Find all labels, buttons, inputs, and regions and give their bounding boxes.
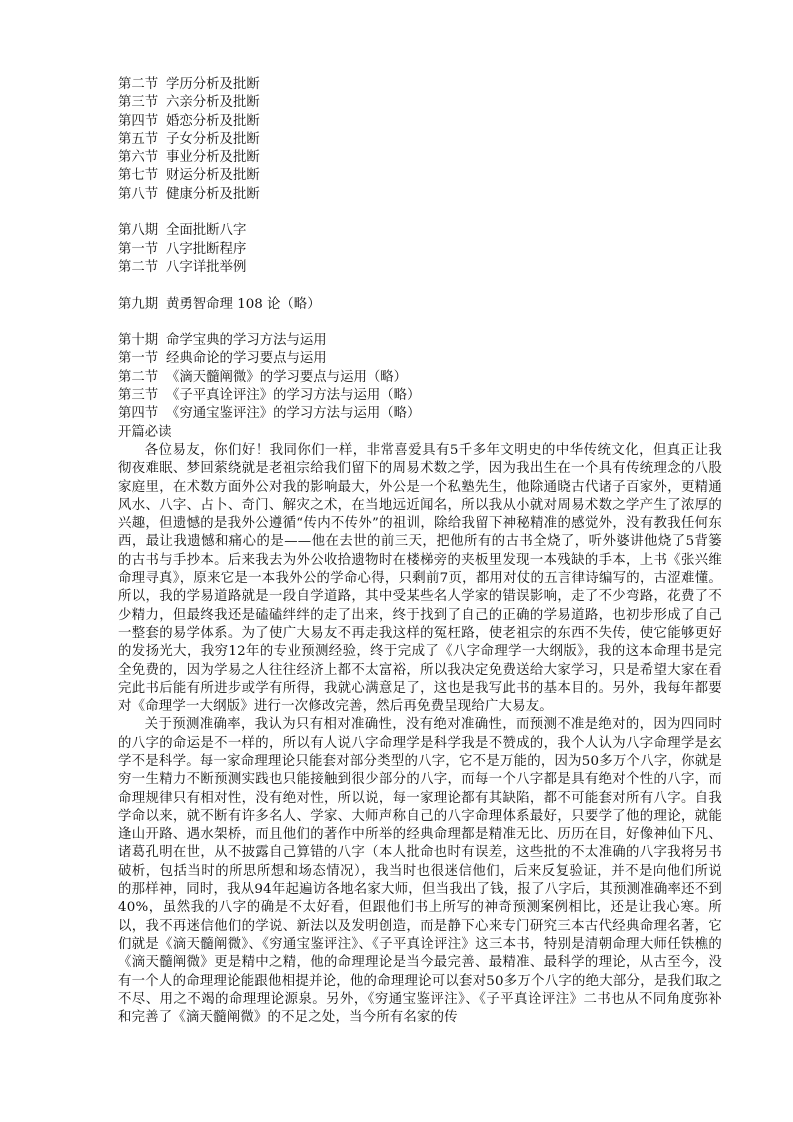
toc-item-number: 第三节 — [118, 388, 159, 404]
toc-section-group-4 — [118, 332, 722, 423]
toc-item-title: 八字详批举例 — [166, 259, 247, 275]
toc-item-number: 第一节 — [118, 241, 159, 257]
toc-item — [118, 167, 722, 185]
toc-item — [118, 94, 722, 112]
toc-item-title: 《穷通宝鉴评注》的学习方法与运用（略） — [166, 406, 421, 422]
toc-item — [118, 350, 722, 368]
toc-item — [118, 241, 722, 259]
toc-item — [118, 76, 722, 94]
toc-item-number: 第四节 — [118, 113, 159, 129]
toc-chapter — [118, 332, 722, 350]
toc-item-title: 婚恋分析及批断 — [166, 113, 260, 129]
toc-item-number: 第六节 — [118, 150, 159, 166]
toc-chapter-title: 黄勇智命理 108 论（略） — [166, 296, 321, 312]
toc-item — [118, 387, 722, 405]
toc-item-number: 第三节 — [118, 95, 159, 111]
toc-item-number: 第一节 — [118, 351, 159, 367]
toc-chapter-number: 第九期 — [118, 296, 159, 312]
page-content — [118, 76, 722, 1027]
toc-item-number: 第四节 — [118, 406, 159, 422]
toc-chapter-number: 第八期 — [118, 223, 159, 239]
toc-item — [118, 259, 722, 277]
intro-paragraph: 各位易友，你们好！我同你们一样，非常喜爱具有5千多年文明史的中华传统文化，但真正让我彻夜难眠、梦回萦绕就是老祖宗给我们留下的周易术数之学，因为我出生在一个具有传统理念的八股家庭里，在术数方面外公对我的影响最大，外公是一个私塾先生，他除通晓古代诸子百家外，更精通风水、八字、占卜、奇门、解灾之术，在当地远近闻名，所以我从小就对周易术数之学产生了浓厚的兴趣，但遗憾的是我外公遵循“传内不传外”的祖训，除给我留下神秘精准的感觉外，没有教我任何东西，最让我遗憾和痛心的是——他在去世的前三天，把他所有的古书全烧了，听外婆讲他烧了5背篓的古书与手抄本。后来我去为外公收拾遗物时在楼梯旁的夹板里发现一本残缺的手本，上书《张兴维命理寻真》，原来它是一本我外公的学命心得，只剩前7页，都用对仗的五言律诗编写的，古涩难懂。所以，我的学易道路就是一段自学道路，其中受某些名人学家的错误影响，走了不少弯路，花费了不少精力，但最终我还是磕磕绊绊的走了出来，终于找到了自己的正确的学易道路，也初步形成了自己一整套的易学体系。为了使广大易友不再走我这样的冤枉路，使老祖宗的东西不失传，使它能够更好的发扬光大，我穷12年的专业预测经验，终于完成了《八字命理学一大纲版》，我的这本命理书是完全免费的，因为学易之人往往经济上都不太富裕，所以我决定免费送给大家学习，只是希望大家在看完此书后能有所进步或学有所得，我就心满意足了，这也是我写此书的基本目的。另外，我每年都要对《命理学一大纲版》进行一次修改完善，然后再免费呈现给广大易友。 — [118, 442, 722, 715]
toc-item — [118, 113, 722, 131]
toc-item-title: 子女分析及批断 — [166, 131, 260, 147]
toc-item-title: 《滴天髓阐微》的学习要点与运用（略） — [166, 369, 408, 385]
toc-item — [118, 369, 722, 387]
toc-chapter-number: 第十期 — [118, 333, 159, 349]
toc-section-group-3 — [118, 296, 722, 314]
toc-item-title: 事业分析及批断 — [166, 150, 260, 166]
toc-item-title: 健康分析及批断 — [166, 186, 260, 202]
toc-item-title: 八字批断程序 — [166, 241, 247, 257]
toc-item-number: 第二节 — [118, 259, 159, 275]
toc-item-title: 经典命论的学习要点与运用 — [166, 351, 327, 367]
toc-item-title: 《子平真诠评注》的学习方法与运用（略） — [166, 388, 421, 404]
toc-section-group-2 — [118, 222, 722, 277]
toc-item-title: 财运分析及批断 — [166, 168, 260, 184]
toc-chapter — [118, 222, 722, 240]
toc-item-number: 第二节 — [118, 77, 159, 92]
toc-chapter — [118, 296, 722, 314]
toc-chapter-title: 命学宝典的学习方法与运用 — [166, 333, 327, 349]
intro-heading: 开篇必读 — [118, 424, 172, 440]
toc-item-number: 第二节 — [118, 369, 159, 385]
intro-paragraph: 关于预测准确率，我认为只有相对准确性，没有绝对准确性，而预测不准是绝对的，因为四同时的八字的命运是不一样的，所以有人说八字命理学是科学我是不赞成的，我个人认为八字命理学是玄学不是科学。每一家命理理论只能套对部分类型的八字，它不是万能的，因为50多万个八字，你就是穷一生精力不断预测实践也只能接触到很少部分的八字，而每一个八字都是具有绝对个性的八字，而命理规律只有相对性，没有绝对性，所以说，每一家理论都有其缺陷，都不可能套对所有八字。自我学命以来，就不断有许多名人、学家、大师声称自己的八字命理体系最好，只要学了他的理论，就能逢山开路、遇水架桥，而且他们的著作中所举的经典命理都是精准无比、历历在目，好像神仙下凡、诸葛孔明在世，从不披露自己算错的八字（本人批命也时有误差，这些批的不太准确的八字我将另书破析，包括当时的所思所想和场态情况），我当时也很迷信他们，后来反复验证，并不是向他们所说的那样神，同时，我从94年起遍访各地名家大师，但当我出了钱，报了八字后，其预测准确率还不到40%，虽然我的八字的确是不太好看，但跟他们书上所写的神奇预测案例相比，还是让我心寒。所以，我不再迷信他们的学说、新法以及发明创造，而是静下心来专门研究三本古代经典命理名著，它们就是《滴天髓阐微》、《穷通宝鉴评注》、《子平真诠评注》这三本书，特别是清朝命理大师任铁樵的《滴天髓阐微》更是精中之精，他的命理理论是当今最完善、最精准、最科学的理论，从古至今，没有一个人的命理理论能跟他相提并论，他的命理理论可以套对50多万个八字的绝大部分，是我们取之不尽、用之不竭的命理理论源泉。另外，《穷通宝鉴评注》、《子平真诠评注》二书也从不同角度弥补和完善了《滴天髓阐微》的不足之处，当今所有名家的传 — [118, 717, 722, 1026]
toc-section-group-1 — [118, 76, 722, 204]
toc-item — [118, 405, 722, 423]
toc-item-number: 第五节 — [118, 131, 159, 147]
toc-item — [118, 149, 722, 167]
toc-item-number: 第八节 — [118, 186, 159, 202]
toc-item — [118, 131, 722, 149]
toc-item-title: 学历分析及批断 — [166, 77, 260, 92]
toc-item-title: 六亲分析及批断 — [166, 95, 260, 111]
toc-item-number: 第七节 — [118, 168, 159, 184]
toc-chapter-title: 全面批断八字 — [166, 223, 247, 239]
toc-item — [118, 186, 722, 204]
